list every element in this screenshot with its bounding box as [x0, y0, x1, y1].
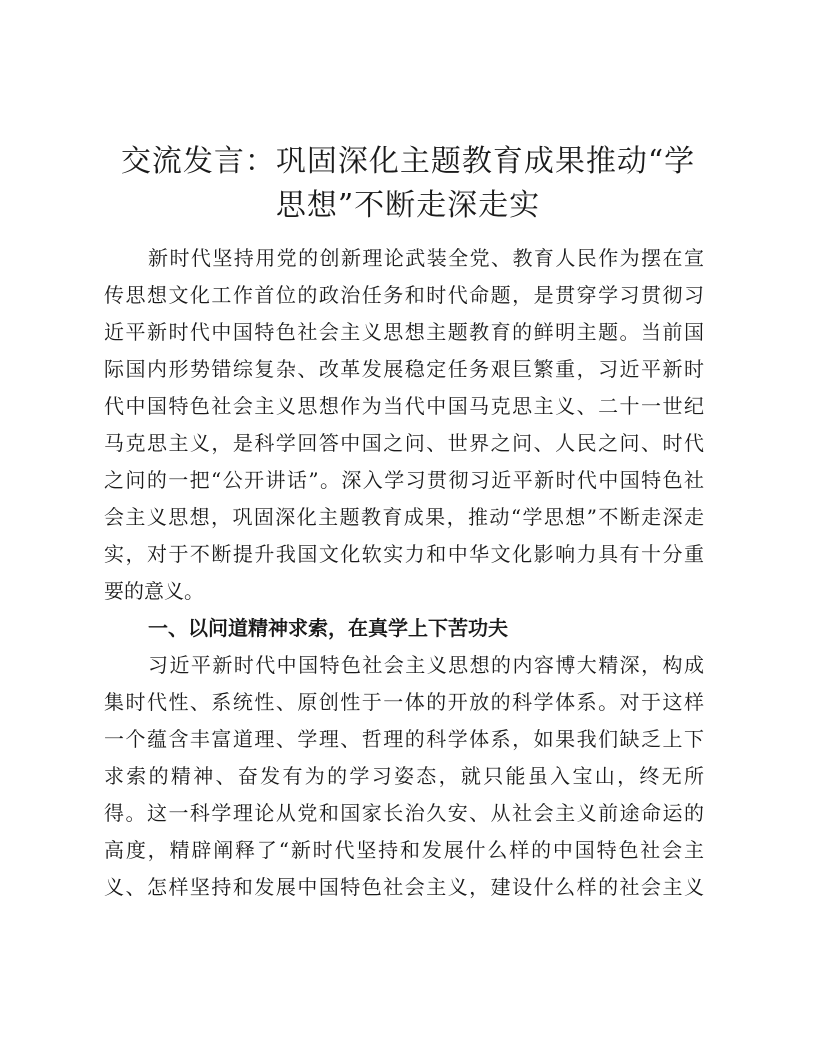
text-line: 实，对于不断提升我国文化软实力和中华文化影响力具有十分重 [104, 542, 704, 566]
text-line: 会主义思想，巩固深化主题教育成果，推动“学思想”不断走深走 [104, 505, 704, 529]
text-line: 集时代性、系统性、原创性于一体的开放的科学体系。对于这样 [104, 690, 704, 714]
text-line: 一个蕴含丰富道理、学理、哲理的科学体系，如果我们缺乏上下 [104, 727, 704, 751]
paragraph-2 [104, 647, 704, 906]
text-line: 马克思主义，是科学回答中国之问、世界之问、人民之问、时代 [104, 431, 704, 455]
text-line: 得。这一科学理论从党和国家长治久安、从社会主义前途命运的 [104, 801, 704, 825]
text-line: 际国内形势错综复杂、改革发展稳定任务艰巨繁重，习近平新时 [104, 357, 704, 381]
text-line: 近平新时代中国特色社会主义思想主题教育的鲜明主题。当前国 [104, 320, 704, 344]
text-line: 求索的精神、奋发有为的学习姿态，就只能虽入宝山，终无所 [104, 764, 704, 788]
text-line: 义、怎样坚持和发展中国特色社会主义，建设什么样的社会主义 [104, 875, 704, 899]
text-line: 高度，精辟阐释了“新时代坚持和发展什么样的中国特色社会主 [104, 838, 704, 862]
document-title: 交流发言：巩固深化主题教育成果推动“学思想”不断走深走实 [120, 144, 696, 223]
text-line: 习近平新时代中国特色社会主义思想的内容博大精深，构成 [148, 653, 704, 677]
text-line: 新时代坚持用党的创新理论武装全党、教育人民作为摆在宣 [148, 246, 704, 270]
document-body [104, 240, 704, 906]
text-line: 传思想文化工作首位的政治任务和时代命题，是贯穿学习贯彻习 [104, 283, 704, 307]
paragraph-1 [104, 240, 704, 610]
text-line: 代中国特色社会主义思想作为当代中国马克思主义、二十一世纪 [104, 394, 704, 418]
text-line: 要的意义。 [104, 579, 204, 603]
text-line: 之问的一把“公开讲话”。深入学习贯彻习近平新时代中国特色社 [104, 468, 704, 492]
section-heading: 一、以问道精神求索，在真学上下苦功夫 [148, 616, 508, 640]
